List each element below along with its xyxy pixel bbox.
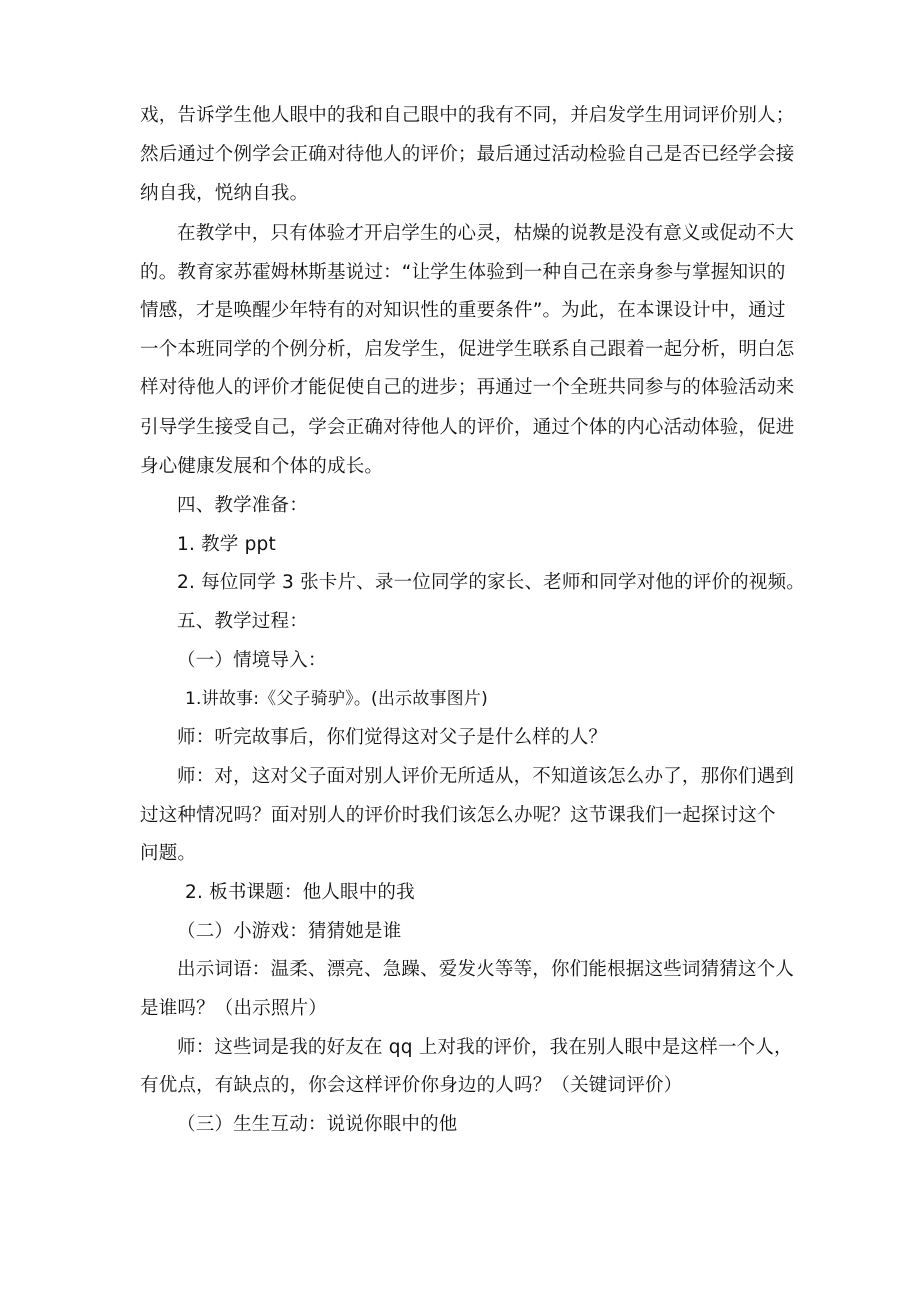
paragraph-line: 问题。 xyxy=(140,843,197,864)
section-heading: 五、教学过程： xyxy=(177,611,308,632)
paragraph-line: 师：听完故事后，你们觉得这对父子是什么样的人？ xyxy=(177,727,608,748)
paragraph-line: 一个本班同学的个例分析，启发学生，促进学生联系自己跟着一起分析，明白怎 xyxy=(140,339,795,360)
paragraph-line: 过这种情况吗？面对别人的评价时我们该怎么办呢？这节课我们一起探讨这个 xyxy=(140,805,776,826)
list-item: 2. 每位同学 3 张卡片、录一位同学的家长、老师和同学对他的评价的视频。 xyxy=(177,572,805,593)
subsection-heading: （一）情境导入： xyxy=(177,650,327,671)
paragraph-line: 纳自我，悦纳自我。 xyxy=(140,183,309,204)
paragraph-line: 是谁吗？（出示照片） xyxy=(140,998,328,1019)
paragraph-line: 出示词语：温柔、漂亮、急躁、爱发火等等，你们能根据这些词猜猜这个人 xyxy=(177,959,795,980)
list-item: 1.讲故事:《父子骑驴》。(出示故事图片) xyxy=(185,689,488,709)
paragraph-line: 然后通过个例学会正确对待他人的评价；最后通过活动检验自己是否已经学会接 xyxy=(140,144,795,165)
paragraph-line: 的。教育家苏霍姆林斯基说过：“让学生体验到一种自己在亲身参与掌握知识的 xyxy=(140,262,786,283)
paragraph-line: 在教学中，只有体验才开启学生的心灵，枯燥的说教是没有意义或促动不大 xyxy=(177,223,795,244)
paragraph-line: 师：对，这对父子面对别人评价无所适从，不知道该怎么办了，那你们遇到 xyxy=(177,766,795,787)
subsection-heading: （二）小游戏：猜猜她是谁 xyxy=(177,921,402,942)
subsection-heading: （三）生生互动：说说你眼中的他 xyxy=(177,1114,458,1135)
paragraph-line: 情感，才是唤醒少年特有的对知识性的重要条件”。为此，在本课设计中，通过 xyxy=(140,300,786,321)
list-item: 1. 教学 ppt xyxy=(177,534,276,555)
section-heading: 四、教学准备： xyxy=(177,495,308,516)
paragraph-line: 戏，告诉学生他人眼中的我和自己眼中的我有不同，并启发学生用词评价别人； xyxy=(140,105,795,126)
paragraph-line: 有优点，有缺点的，你会这样评价你身边的人吗？（关键词评价） xyxy=(140,1075,683,1096)
list-item: 2. 板书课题：他人眼中的我 xyxy=(185,882,415,903)
paragraph-line: 师：这些词是我的好友在 qq 上对我的评价，我在别人眼中是这样一个人， xyxy=(177,1037,793,1058)
paragraph-line: 样对待他人的评价才能促使自己的进步；再通过一个全班共同参与的体验活动来 xyxy=(140,377,795,398)
paragraph-line: 身心健康发展和个体的成长。 xyxy=(140,456,384,477)
paragraph-line: 引导学生接受自己，学会正确对待他人的评价，通过个体的内心活动体验，促进 xyxy=(140,417,795,438)
